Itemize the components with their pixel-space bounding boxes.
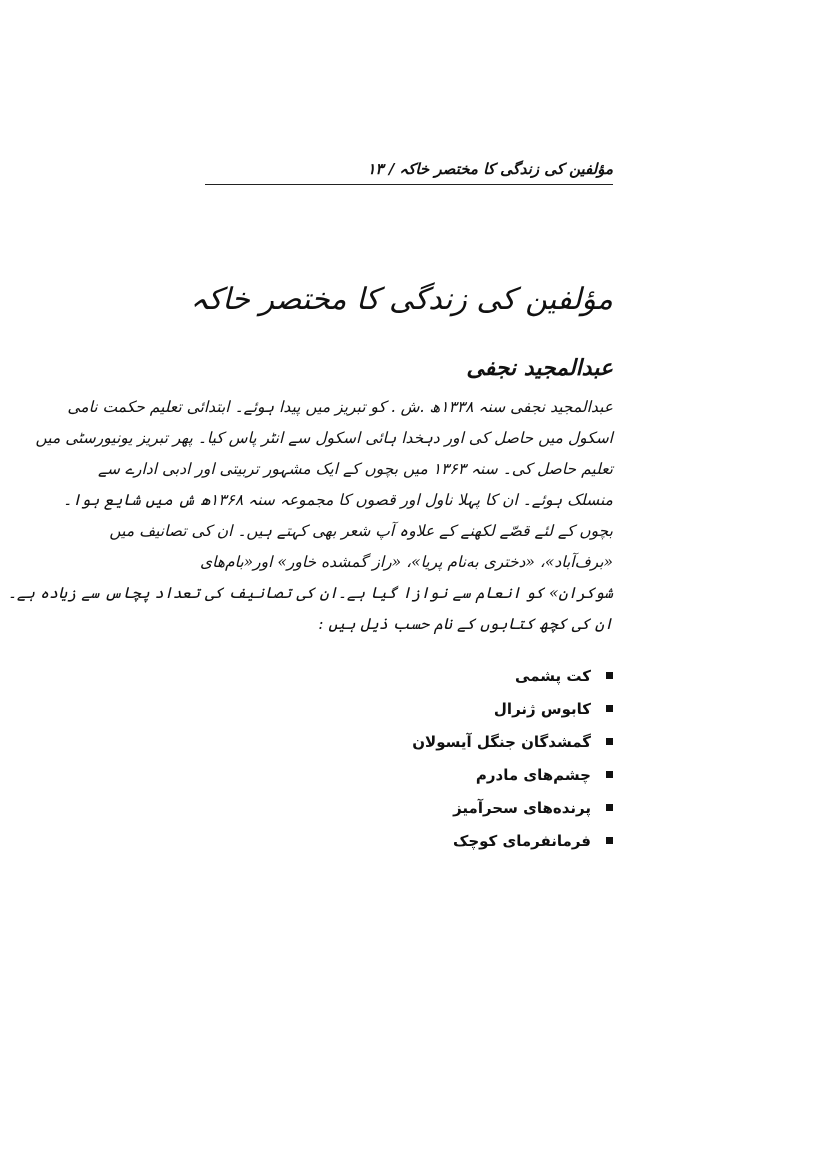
book-title: کت پشمی (515, 667, 591, 685)
list-item (205, 693, 613, 726)
square-bullet-icon (606, 837, 613, 844)
header-rule (205, 184, 613, 185)
list-item (205, 792, 613, 825)
paragraph-line: ان کی کچھ کتابوں کے نام حسب ذیل ہیں : (318, 615, 613, 633)
square-bullet-icon (606, 738, 613, 745)
square-bullet-icon (606, 705, 613, 712)
paragraph-line: تعلیم حاصل کی۔ سنہ ۱۳۶۳ میں بچوں کے ایک مشہور تربیتی اور ادبی ادارے سے (97, 460, 613, 478)
paragraph-line: عبدالمجید نجفی سنہ ۱۳۳۸ھ .ش . کو تبریز میں پیدا ہوئے۔ ابتدائی تعلیم حکمت نامی (67, 398, 613, 416)
paragraph-line: اسکول میں حاصل کی اور دہخدا ہائی اسکول سے انٹر پاس کیا۔ پھر تبریز یونیورسٹی میں (35, 429, 613, 447)
square-bullet-icon (606, 771, 613, 778)
list-item (205, 726, 613, 759)
list-item (205, 660, 613, 693)
biography-paragraph (7, 392, 613, 640)
book-title: چشم‌های مادرم (475, 766, 591, 784)
square-bullet-icon (606, 804, 613, 811)
paragraph-line: «برف‌آباد»، «دختری به‌نام پریا»، «راز گمشده خاور» اور«بام‌های (200, 553, 613, 571)
paragraph-line: شوکران» کو انعام سے نوازا گیا ہے۔ان کی تصانیف کی تعداد پچاس سے زیادہ ہے۔ (7, 584, 613, 602)
book-list (205, 660, 613, 858)
paragraph-line: بچوں کے لئے قصّے لکھنے کے علاوہ آپ شعر بھی کہتے ہیں۔ ان کی تصانیف میں (109, 522, 613, 540)
list-item (205, 825, 613, 858)
chapter-title: مؤلفین کی زندگی کا مختصر خاکہ (190, 282, 613, 317)
book-title: گمشدگان جنگل آیسولان (412, 733, 591, 751)
book-title: پرنده‌های سحرآمیز (453, 799, 591, 817)
author-heading: عبدالمجید نجفی (466, 355, 613, 381)
running-header: مؤلفین کی زندگی کا مختصر خاکہ / ۱۳ (367, 160, 613, 178)
list-item (205, 759, 613, 792)
book-title: کابوس ژنرال (493, 700, 591, 718)
paragraph-line: منسلک ہوئے۔ ان کا پہلا ناول اور قصوں کا مجموعہ سنہ ۱۳۶۸ھ ش میں شایع ہوا۔ (63, 491, 613, 509)
square-bullet-icon (606, 672, 613, 679)
book-title: فرمانفرمای کوچک (452, 832, 591, 850)
